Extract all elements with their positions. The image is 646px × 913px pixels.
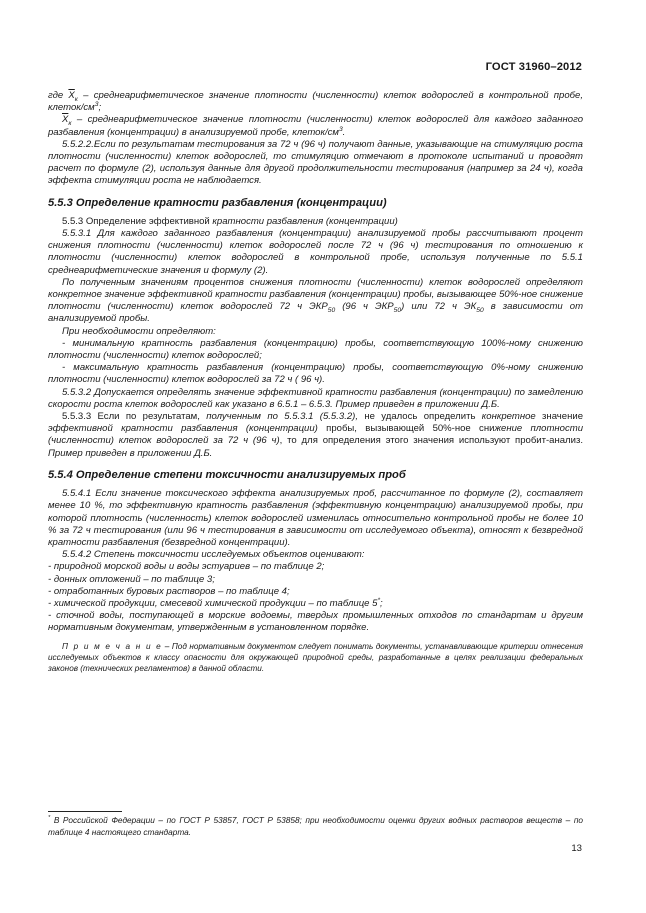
text-run: в зависимости от анализируемой пробы.	[48, 301, 584, 325]
text-run: 3	[338, 125, 343, 133]
text-run: .	[342, 126, 346, 138]
text-run: 50	[476, 307, 484, 315]
text-run: - химической продукции, смесевой химической продукции – по таблице 5	[48, 597, 378, 609]
text-run: эффективной кратности разбавления (концентрации)	[48, 423, 318, 435]
text-run: ) или 72 ч ЭК	[401, 301, 477, 313]
text-run: 5.5.3.3 Если по результатам,	[62, 411, 207, 423]
text-run: к	[68, 120, 72, 128]
text-run: ;	[380, 597, 383, 609]
text-run: – среднеарифметическое значение плотности (численности) клеток водорослей для каждого заданного разбавления (концентрации) в анализируемой пробе, клеток/см	[48, 114, 583, 138]
text-run: – среднеарифметическое значение плотности (численности) клеток водорослей в контрольной пробе, клеток/см	[48, 90, 583, 114]
text-run: *	[48, 815, 51, 822]
text-run: $\overline{X}$	[68, 90, 75, 101]
paragraph	[48, 387, 583, 411]
text-run: П р и м е ч а н и е	[62, 641, 163, 651]
text-run: 5.5.3.2 Допускается определять значение эффективной кратности разбавления (концентрации) по замедлению скорости роста клеток водорослей как указано в 6.5.1 – 6.5.3. Пример приведен в приложении Д.Б.	[48, 386, 583, 410]
text-run: $\overline{X}$	[62, 114, 69, 126]
paragraph	[48, 216, 583, 228]
paragraph	[48, 561, 583, 573]
text-run: - природной морской воды и воды эстуариев – по таблице 2;	[48, 561, 325, 573]
text-run: жение плотности (численности) клеток водорослей за 72 ч (96 ч)	[48, 423, 583, 447]
document-body	[48, 90, 583, 674]
text-run: полученным по 5.5.3.1 (5.5.3.2),	[206, 411, 358, 423]
text-run: 5.5.3.1 Для каждого заданного разбавления (концентрации) анализируемой пробы рассчитывают процент снижения плотности (численности) клеток водорослей после 72 ч (96 ч) тестирования по отношению к плотности (численности) клеток водорослей в контрольной пробе, используя полученные по 5.5.1 среднеарифметические значения и формулу (2).	[48, 228, 583, 276]
text-run: При необходимости определяют:	[62, 325, 216, 337]
text-run: - донных отложений – по таблице 3;	[48, 573, 215, 585]
text-run: , то для определения этого значения используют пробит-анализ.	[279, 435, 583, 447]
paragraph	[48, 549, 583, 561]
paragraph	[48, 338, 583, 362]
text-run: (96 ч ЭКР	[335, 301, 394, 313]
paragraph	[48, 90, 583, 114]
paragraph	[48, 114, 583, 138]
text-run: – Под нормативным документом следует понимать документы, устанавливающие критерии отнесения исследуемых объектов к классу опасности для окружающей природной среды, разработанные в целях реализации федеральных законов (технических регламентов) в данной области.	[48, 641, 584, 673]
text-run: 5.5.3 Определение кратности разбавления (концентрации)	[48, 196, 387, 209]
text-run: 5.5.4.2 Степень токсичности исследуемых объектов оценивают:	[62, 549, 365, 561]
paragraph	[48, 574, 583, 586]
footnote	[48, 815, 583, 838]
page-number: 13	[571, 843, 582, 854]
paragraph	[48, 362, 583, 386]
text-run: к	[74, 95, 78, 103]
text-run: 3	[94, 101, 99, 109]
text-run: - минимальную кратность разбавления (концентрацию) пробы, соответствующую 100%-ному снижению плотности (численности) клеток водорослей;	[48, 337, 583, 362]
paragraph	[48, 610, 583, 634]
text-run: 50	[393, 307, 402, 315]
paragraph	[48, 277, 583, 326]
paragraph	[48, 326, 583, 338]
text-run: где	[48, 90, 69, 101]
paragraph	[48, 598, 583, 610]
text-run: кратности разбавления (концентрации)	[212, 215, 398, 227]
document-header: ГОСТ 31960–2012	[485, 61, 582, 73]
text-run: Пример приведен в приложении Д.Б.	[48, 447, 213, 459]
section-heading	[48, 197, 583, 209]
text-run: 50	[327, 307, 336, 315]
text-run: 5.5.4.1 Если значение токсического эффекта анализируемых проб, рассчитанное по формуле (2), составляет менее 10 %, то эффективную кратность разбавления (эффективную концентрацию) анализируемой пробы, при которой плотность (численность) клеток водорослей изменилась относительно контрольной пробы не более 10 % за 72 ч тестирования (или 96 ч тестирования в зависимости от исследуемого объекта), относят к безвредной кратности разбавления (безвредной концентрации).	[48, 488, 583, 548]
text-run: - максимальную кратность разбавления (концентрацию) пробы, соответствующую 0%-ному снижению плотности (численности) клеток водорослей за 72 ч ( 96 ч).	[48, 362, 583, 386]
paragraph	[48, 228, 583, 277]
text-run: 5.5.3 Определение эффективной	[62, 215, 213, 227]
text-run: В Российской Федерации – по ГОСТ Р 53857, ГОСТ Р 53858; при необходимости оценки других водных растворов веществ – по таблице 4 настоящего стандарта.	[48, 815, 583, 837]
text-run: - отработанных буровых растворов – по таблице 4;	[48, 585, 290, 597]
paragraph	[48, 488, 583, 549]
text-run: По полученным значениям процентов снижения плотности (численности) клеток водорослей определяют конкретное значение эффективной кратности разбавления (концентрации) пробы, вызывающее 50%-ное снижение плотности (численности) клеток водорослей 72 ч ЭКР	[48, 276, 583, 313]
text-run: *	[377, 596, 381, 604]
text-run: значение	[535, 411, 584, 423]
paragraph	[48, 586, 583, 598]
text-run: конкретное	[481, 411, 536, 423]
text-run: - сточной воды, поступающей в морские водоемы, твердых промышленных отходов по стандартам и другим нормативным документам, утвержденным в установленном порядке.	[48, 610, 583, 634]
footnote-divider	[48, 811, 122, 812]
section-heading	[48, 469, 583, 481]
text-run: пробы, вызывающей 50%-ное сни	[317, 423, 495, 435]
text-run: не удалось определить	[358, 411, 482, 423]
text-run: 5.5.4 Определение степени токсичности анализируемых проб	[48, 468, 406, 481]
paragraph	[48, 641, 583, 674]
text-run: ;	[98, 102, 102, 114]
paragraph	[48, 411, 583, 460]
paragraph	[48, 139, 583, 188]
text-run: 5.5.2.2.Если по результатам тестирования за 72 ч (96 ч) получают данные, указывающие на стимуляцию роста плотности (численности) клеток водорослей, то стимуляцию отмечают в протоколе испытаний и проводят расчет по формуле (2), используя данные для другой продолжительности тестирования (например за 24 ч), когда эффекта стимуляции роста не наблюдается.	[48, 138, 583, 187]
